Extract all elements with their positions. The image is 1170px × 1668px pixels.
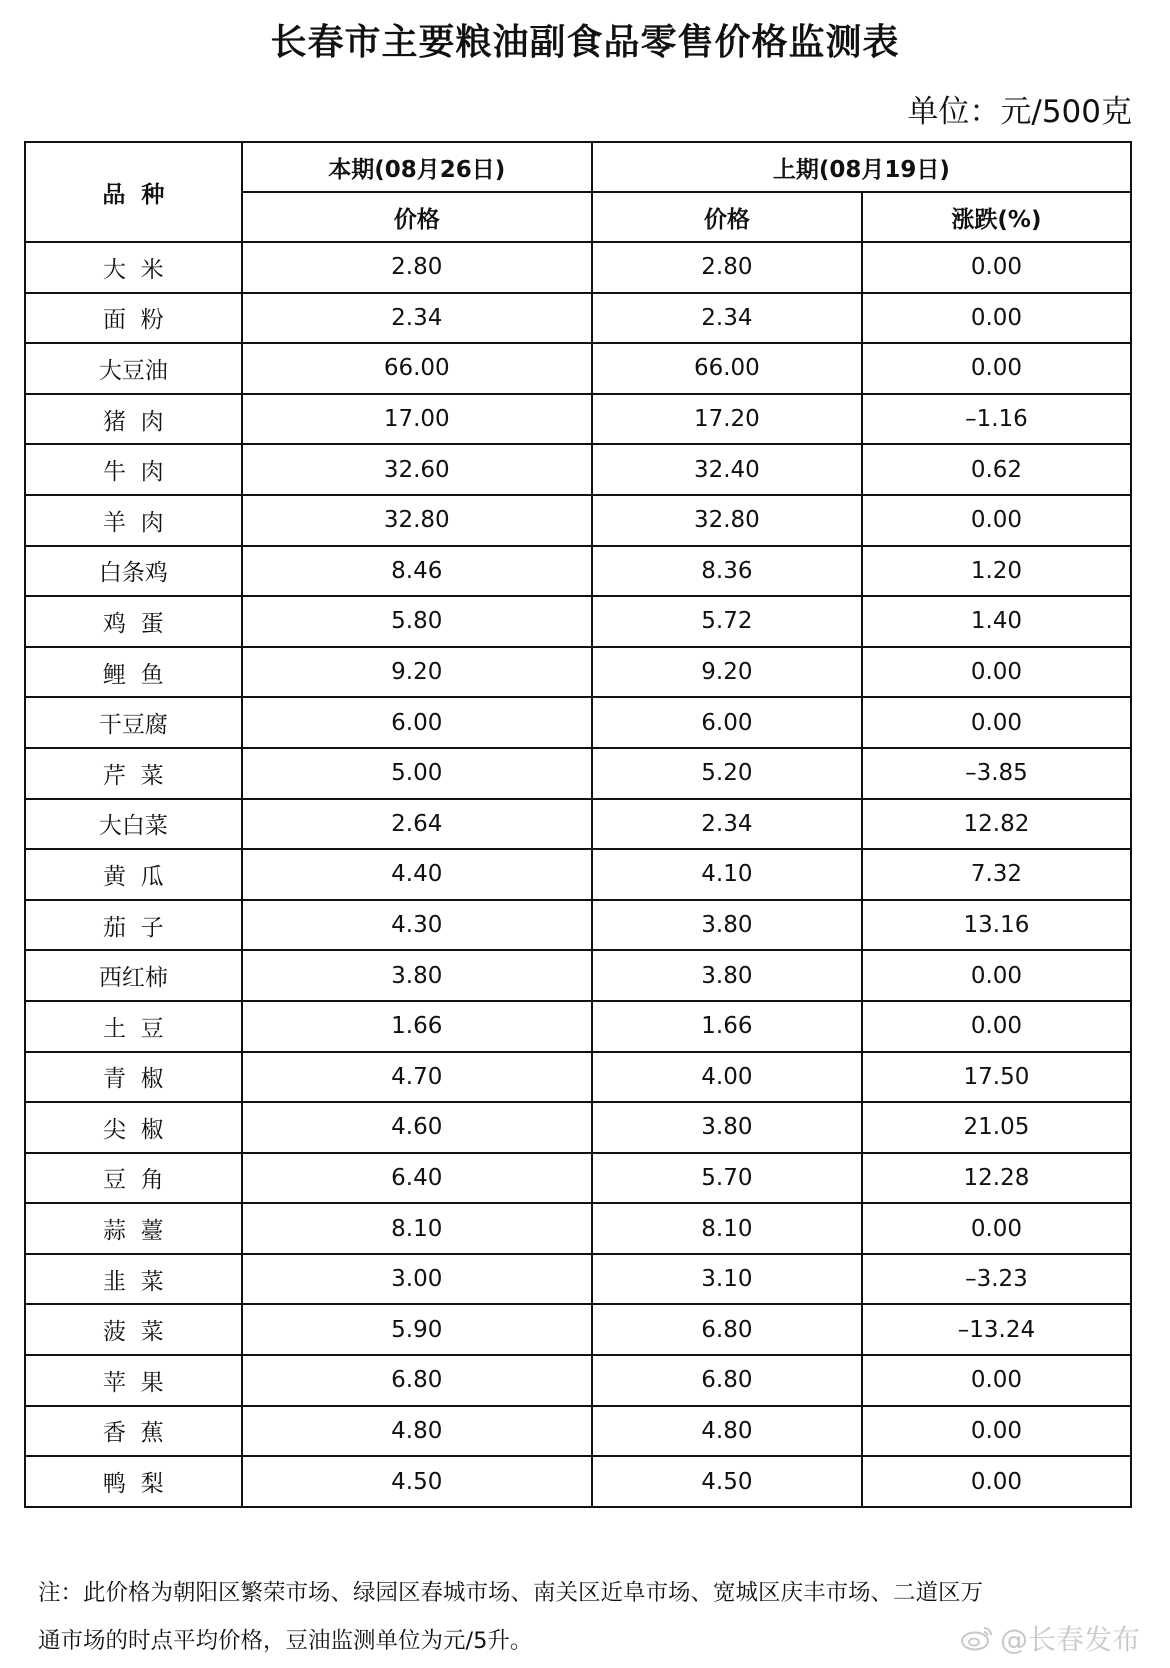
cell-change: 0.00 bbox=[862, 343, 1131, 394]
cell-current-price: 5.00 bbox=[242, 748, 592, 799]
cell-variety: 大 米 bbox=[25, 242, 242, 293]
cell-variety: 大豆油 bbox=[25, 343, 242, 394]
table-row bbox=[25, 697, 1131, 748]
header-current-price: 价格 bbox=[242, 192, 592, 242]
cell-current-price: 6.80 bbox=[242, 1355, 592, 1406]
cell-variety: 鸡 蛋 bbox=[25, 596, 242, 647]
cell-previous-price: 3.80 bbox=[592, 900, 862, 951]
cell-current-price: 5.90 bbox=[242, 1304, 592, 1355]
cell-variety: 面 粉 bbox=[25, 293, 242, 344]
footnote-line-1: 注：此价格为朝阳区繁荣市场、绿园区春城市场、南关区近阜市场、宽城区庆丰市场、二道区万 bbox=[38, 1580, 984, 1606]
table-row bbox=[25, 596, 1131, 647]
cell-change: 1.20 bbox=[862, 546, 1131, 597]
cell-previous-price: 2.34 bbox=[592, 799, 862, 850]
cell-variety: 鸭 梨 bbox=[25, 1456, 242, 1507]
table-row bbox=[25, 444, 1131, 495]
header-current-period: 本期(08月26日) bbox=[242, 142, 592, 192]
cell-change: –3.85 bbox=[862, 748, 1131, 799]
cell-variety: 黄 瓜 bbox=[25, 849, 242, 900]
cell-change: 13.16 bbox=[862, 900, 1131, 951]
cell-change: 0.00 bbox=[862, 1203, 1131, 1254]
cell-change: 0.00 bbox=[862, 1456, 1131, 1507]
header-previous-price: 价格 bbox=[592, 192, 862, 242]
cell-current-price: 8.46 bbox=[242, 546, 592, 597]
footnote-line-2: 通市场的时点平均价格，豆油监测单位为元/5升。 bbox=[38, 1628, 533, 1654]
cell-change: 0.00 bbox=[862, 293, 1131, 344]
cell-change: 0.00 bbox=[862, 1001, 1131, 1052]
cell-variety: 尖 椒 bbox=[25, 1102, 242, 1153]
table-row bbox=[25, 293, 1131, 344]
table-row bbox=[25, 900, 1131, 951]
cell-variety: 土 豆 bbox=[25, 1001, 242, 1052]
table-row bbox=[25, 394, 1131, 445]
cell-current-price: 9.20 bbox=[242, 647, 592, 698]
cell-change: 0.00 bbox=[862, 950, 1131, 1001]
cell-previous-price: 4.00 bbox=[592, 1052, 862, 1103]
watermark-text: @长春发布 bbox=[999, 1623, 1140, 1656]
table-row bbox=[25, 748, 1131, 799]
cell-current-price: 4.30 bbox=[242, 900, 592, 951]
table-row bbox=[25, 799, 1131, 850]
cell-current-price: 2.34 bbox=[242, 293, 592, 344]
cell-previous-price: 8.36 bbox=[592, 546, 862, 597]
cell-current-price: 17.00 bbox=[242, 394, 592, 445]
table-row bbox=[25, 546, 1131, 597]
cell-previous-price: 4.80 bbox=[592, 1406, 862, 1457]
cell-previous-price: 1.66 bbox=[592, 1001, 862, 1052]
cell-current-price: 6.40 bbox=[242, 1153, 592, 1204]
table-row bbox=[25, 343, 1131, 394]
table-row bbox=[25, 647, 1131, 698]
table-row bbox=[25, 495, 1131, 546]
cell-variety: 茄 子 bbox=[25, 900, 242, 951]
cell-current-price: 32.80 bbox=[242, 495, 592, 546]
cell-previous-price: 6.80 bbox=[592, 1355, 862, 1406]
cell-change: 7.32 bbox=[862, 849, 1131, 900]
cell-previous-price: 66.00 bbox=[592, 343, 862, 394]
cell-change: 12.28 bbox=[862, 1153, 1131, 1204]
cell-previous-price: 3.80 bbox=[592, 950, 862, 1001]
cell-change: 0.62 bbox=[862, 444, 1131, 495]
cell-change: 0.00 bbox=[862, 242, 1131, 293]
cell-previous-price: 9.20 bbox=[592, 647, 862, 698]
cell-variety: 豆 角 bbox=[25, 1153, 242, 1204]
cell-previous-price: 4.50 bbox=[592, 1456, 862, 1507]
cell-variety: 青 椒 bbox=[25, 1052, 242, 1103]
cell-variety: 韭 菜 bbox=[25, 1254, 242, 1305]
cell-variety: 牛 肉 bbox=[25, 444, 242, 495]
cell-change: 0.00 bbox=[862, 1355, 1131, 1406]
cell-previous-price: 32.80 bbox=[592, 495, 862, 546]
cell-variety: 羊 肉 bbox=[25, 495, 242, 546]
watermark bbox=[960, 1618, 1140, 1658]
cell-variety: 大白菜 bbox=[25, 799, 242, 850]
table-row bbox=[25, 1304, 1131, 1355]
cell-change: 17.50 bbox=[862, 1052, 1131, 1103]
cell-variety: 芹 菜 bbox=[25, 748, 242, 799]
table-row bbox=[25, 1052, 1131, 1103]
header-change: 涨跌(%) bbox=[862, 192, 1131, 242]
cell-current-price: 2.64 bbox=[242, 799, 592, 850]
cell-current-price: 4.80 bbox=[242, 1406, 592, 1457]
cell-previous-price: 5.72 bbox=[592, 596, 862, 647]
page-title: 长春市主要粮油副食品零售价格监测表 bbox=[270, 22, 900, 63]
cell-current-price: 3.80 bbox=[242, 950, 592, 1001]
cell-change: 21.05 bbox=[862, 1102, 1131, 1153]
cell-current-price: 5.80 bbox=[242, 596, 592, 647]
header-variety: 品 种 bbox=[25, 142, 242, 242]
price-table bbox=[24, 141, 1132, 1508]
cell-current-price: 66.00 bbox=[242, 343, 592, 394]
cell-previous-price: 6.80 bbox=[592, 1304, 862, 1355]
cell-change: 0.00 bbox=[862, 647, 1131, 698]
cell-variety: 干豆腐 bbox=[25, 697, 242, 748]
cell-variety: 白条鸡 bbox=[25, 546, 242, 597]
header-previous-period: 上期(08月19日) bbox=[592, 142, 1131, 192]
cell-change: –1.16 bbox=[862, 394, 1131, 445]
cell-current-price: 4.60 bbox=[242, 1102, 592, 1153]
cell-change: 0.00 bbox=[862, 697, 1131, 748]
cell-previous-price: 6.00 bbox=[592, 697, 862, 748]
cell-change: 0.00 bbox=[862, 495, 1131, 546]
table-row bbox=[25, 1102, 1131, 1153]
cell-change: 1.40 bbox=[862, 596, 1131, 647]
cell-current-price: 4.40 bbox=[242, 849, 592, 900]
cell-current-price: 6.00 bbox=[242, 697, 592, 748]
cell-variety: 猪 肉 bbox=[25, 394, 242, 445]
cell-variety: 鲤 鱼 bbox=[25, 647, 242, 698]
cell-previous-price: 32.40 bbox=[592, 444, 862, 495]
cell-change: 12.82 bbox=[862, 799, 1131, 850]
table-row bbox=[25, 242, 1131, 293]
cell-variety: 蒜 薹 bbox=[25, 1203, 242, 1254]
table-row bbox=[25, 1355, 1131, 1406]
cell-previous-price: 8.10 bbox=[592, 1203, 862, 1254]
cell-change: –13.24 bbox=[862, 1304, 1131, 1355]
cell-variety: 香 蕉 bbox=[25, 1406, 242, 1457]
cell-previous-price: 3.10 bbox=[592, 1254, 862, 1305]
cell-current-price: 1.66 bbox=[242, 1001, 592, 1052]
table-row bbox=[25, 950, 1131, 1001]
cell-variety: 菠 菜 bbox=[25, 1304, 242, 1355]
cell-current-price: 4.50 bbox=[242, 1456, 592, 1507]
table-row bbox=[25, 1001, 1131, 1052]
cell-change: 0.00 bbox=[862, 1406, 1131, 1457]
cell-current-price: 4.70 bbox=[242, 1052, 592, 1103]
cell-previous-price: 2.34 bbox=[592, 293, 862, 344]
table-row bbox=[25, 1153, 1131, 1204]
unit-label: 单位：元/500克 bbox=[907, 94, 1132, 130]
table-row bbox=[25, 1406, 1131, 1457]
table-row bbox=[25, 1456, 1131, 1507]
cell-variety: 西红柿 bbox=[25, 950, 242, 1001]
cell-current-price: 32.60 bbox=[242, 444, 592, 495]
cell-current-price: 2.80 bbox=[242, 242, 592, 293]
weibo-icon bbox=[960, 1625, 994, 1651]
cell-current-price: 3.00 bbox=[242, 1254, 592, 1305]
table-row bbox=[25, 1254, 1131, 1305]
table-row bbox=[25, 849, 1131, 900]
cell-previous-price: 17.20 bbox=[592, 394, 862, 445]
cell-previous-price: 5.20 bbox=[592, 748, 862, 799]
cell-previous-price: 2.80 bbox=[592, 242, 862, 293]
cell-variety: 苹 果 bbox=[25, 1355, 242, 1406]
cell-previous-price: 4.10 bbox=[592, 849, 862, 900]
cell-change: –3.23 bbox=[862, 1254, 1131, 1305]
cell-previous-price: 5.70 bbox=[592, 1153, 862, 1204]
cell-previous-price: 3.80 bbox=[592, 1102, 862, 1153]
table-body bbox=[25, 242, 1131, 1507]
cell-current-price: 8.10 bbox=[242, 1203, 592, 1254]
table-row bbox=[25, 1203, 1131, 1254]
